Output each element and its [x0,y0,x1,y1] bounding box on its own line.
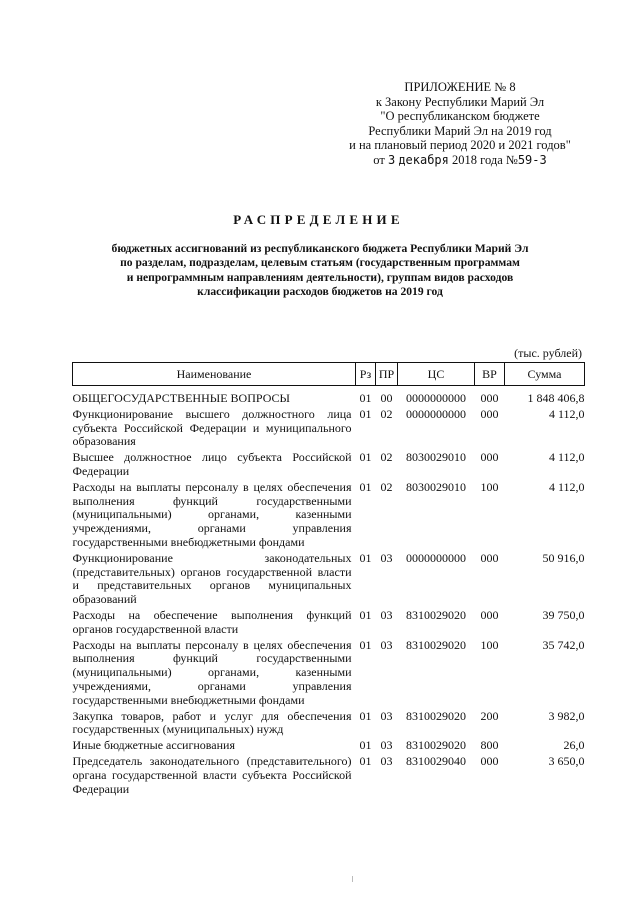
cell-pr: 02 [380,450,393,465]
cell-cs: 8310029040 [406,753,466,768]
subtitle-line: по разделам, подразделам, целевым статьям (государственным программам [120,256,520,270]
table-row [73,639,585,710]
col-header-vr: ВР [475,363,505,386]
cell-sum: 4 112,0 [548,406,585,421]
cell-vr: 800 [480,738,499,753]
cell-rz: 01 [359,479,372,494]
table-row [73,392,585,408]
col-header-name: Наименование [73,363,356,386]
date-prefix: от [373,152,385,167]
cell-sum: 4 112,0 [548,450,585,465]
budget-table [72,362,585,798]
cell-name: Председатель законодательного (представительного) органа государственной власти субъекта Российской Федерации [72,753,352,796]
table-row [73,609,585,639]
cell-pr: 03 [380,738,393,753]
cell-sum: 3 650,0 [548,753,585,768]
col-header-cs: ЦС [398,363,475,386]
cell-name: Функционирование высшего должностного лица субъекта Российской Федерации и муниципального образования [72,406,352,449]
cell-sum: 39 750,0 [542,607,585,622]
cell-cs: 0000000000 [406,406,466,421]
date-month: декабря [398,152,449,167]
table-row [73,481,585,552]
cell-cs: 8030029010 [406,479,466,494]
table-row [73,451,585,481]
appendix-block [300,80,620,168]
cell-vr: 000 [480,753,499,768]
cell-vr: 000 [480,450,499,465]
appendix-date-line [300,153,620,168]
table-row [73,552,585,609]
table-row [73,755,585,798]
cell-vr: 100 [480,479,499,494]
cell-name: Расходы на обеспечение выполнения функций органов государственной власти [72,607,352,636]
subtitle-line: классификации расходов бюджетов на 2019 год [197,285,443,299]
cell-pr: 00 [380,391,393,405]
cell-cs: 0000000000 [406,550,466,565]
appendix-title: ПРИЛОЖЕНИЕ № 8 [404,80,516,94]
budget-table-wrap [72,362,584,798]
cell-name: ОБЩЕГОСУДАРСТВЕННЫЕ ВОПРОСЫ [72,391,290,405]
subtitle-line: и непрограммным направлениям деятельности), группам видов расходов [126,270,514,284]
cell-vr: 100 [480,637,499,652]
cell-name: Функционирование законодательных (представительных) органов государственной власти и представительных органов муниципальных образований [72,550,352,607]
cell-name: Закупка товаров, работ и услуг для обеспечения государственных (муниципальных) нужд [72,708,352,737]
table-body [73,386,585,799]
col-header-pr: ПР [376,363,398,386]
appendix-law-name-2: Республики Марий Эл на 2019 год [368,123,552,138]
cell-name: Высшее должностное лицо субъекта Российской Федерации [72,450,352,478]
cell-vr: 000 [480,406,499,421]
table-row [73,739,585,755]
cell-name: Расходы на выплаты персоналу в целях обеспечения выполнения функций государственными (муниципальными) органами, казенными учреждениями, органами управления государственными внебюджетными фондами [72,637,352,707]
cell-rz: 01 [359,753,372,768]
cell-sum: 3 982,0 [548,708,585,723]
cell-rz: 01 [359,637,372,652]
cell-sum: 50 916,0 [542,550,585,565]
units-label: (тыс. рублей) [514,346,582,360]
document-title: РАСПРЕДЕЛЕНИЕ [233,212,404,227]
date-number: 59-З [517,152,547,167]
cell-rz: 01 [359,607,372,622]
cell-cs: 8310029020 [406,637,466,652]
cell-sum: 35 742,0 [542,637,585,652]
cell-cs: 8310029020 [406,738,466,753]
cell-cs: 8310029020 [406,708,466,723]
table-row [73,710,585,740]
cell-rz: 01 [359,406,372,421]
col-header-rz: Рз [356,363,376,386]
cell-sum: 4 112,0 [548,479,585,494]
cell-rz: 01 [359,738,372,753]
cell-rz: 01 [359,708,372,723]
cell-pr: 03 [380,607,393,622]
subtitle-line: бюджетных ассигнований из республиканского бюджета Республики Марий Эл [111,242,529,255]
date-day: 3 [387,152,396,167]
cell-sum: 26,0 [563,738,585,753]
table-header-row [73,363,585,386]
cell-rz: 01 [359,391,372,405]
cell-pr: 03 [380,753,393,768]
cell-sum: 1 848 406,8 [527,391,585,405]
cell-pr: 02 [380,406,393,421]
cell-pr: 03 [380,708,393,723]
cell-pr: 02 [380,479,393,494]
document-subtitle [60,242,580,300]
cell-vr: 000 [480,550,499,565]
cell-rz: 01 [359,550,372,565]
cell-rz: 01 [359,450,372,465]
cell-pr: 03 [380,550,393,565]
cell-vr: 200 [480,708,499,723]
date-year: 2018 года № [452,152,518,167]
cell-vr: 000 [480,391,499,405]
cell-cs: 0000000000 [406,391,466,405]
cell-cs: 8310029020 [406,607,466,622]
cell-pr: 03 [380,637,393,652]
cell-name: Иные бюджетные ассигнования [72,738,235,753]
cell-cs: 8030029010 [406,450,466,465]
appendix-law-name-1: "О республиканском бюджете [380,109,540,124]
appendix-law-ref: к Закону Республики Марий Эл [375,94,545,109]
table-row [73,408,585,451]
scan-mark [352,876,356,882]
col-header-sum: Сумма [505,363,585,386]
cell-vr: 000 [480,607,499,622]
cell-name: Расходы на выплаты персоналу в целях обеспечения выполнения функций государственными (муниципальными) органами, казенными учреждениями, органами управления государственными внебюджетными фондами [72,479,352,549]
appendix-law-name-3: и на плановый период 2020 и 2021 годов" [349,138,571,153]
